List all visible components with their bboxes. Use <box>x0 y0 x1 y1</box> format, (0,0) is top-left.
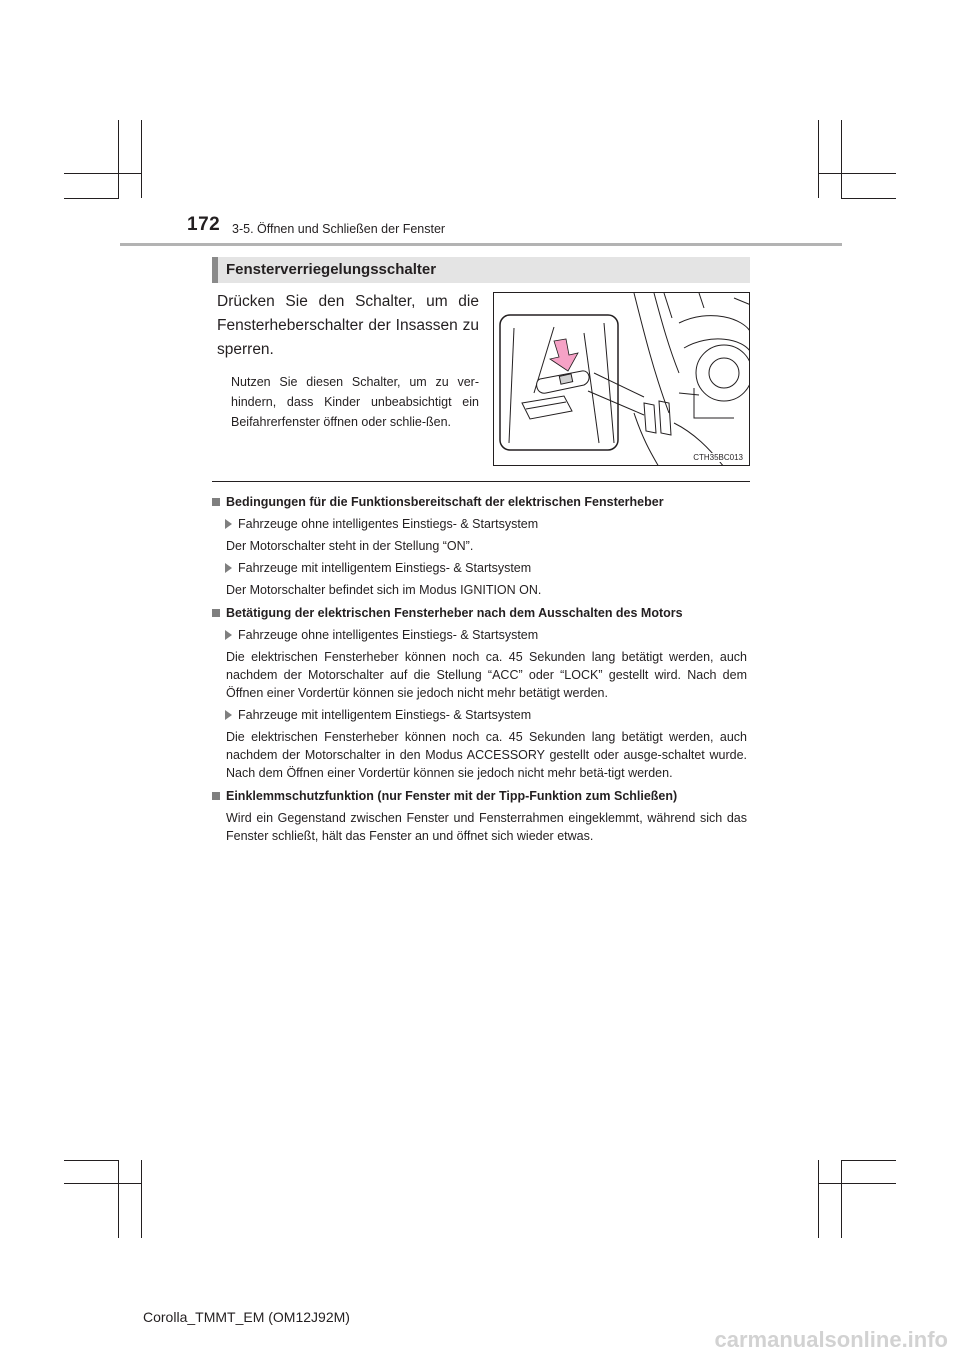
crop-mark <box>118 1160 119 1238</box>
triangle-bullet-icon <box>225 710 232 720</box>
intro-main-text: Drücken Sie den Schalter, um die Fensterheberschalter der Insassen zu sperren. <box>217 293 479 358</box>
crop-mark <box>818 173 896 174</box>
header-rule <box>120 243 842 246</box>
door-panel-drawing <box>494 293 750 466</box>
square-bullet-icon <box>212 498 220 506</box>
paragraph: Wird ein Gegenstand zwischen Fenster und Fensterrahmen eingeklemmt, während sich das Fenster schließt, hält das Fenster an und öffnet sich wieder etwas. <box>226 811 747 843</box>
crop-mark <box>118 120 119 198</box>
crop-mark <box>141 1160 142 1238</box>
paragraph: Die elektrischen Fensterheber können noch ca. 45 Sekunden lang betätigt werden, auch nachdem der Motorschalter in den Modus ACCESSORY gestellt oder ausge-schaltet wurde. Nach dem Öffnen einer Vordertür können sie jedoch nicht mehr betä-tigt werden. <box>226 730 747 780</box>
crop-mark <box>818 1160 819 1238</box>
crop-mark <box>818 120 819 198</box>
box-title: Fensterverriegelungsschalter <box>212 257 750 283</box>
crop-mark <box>64 198 119 199</box>
sub-heading: Fahrzeuge ohne intelligentes Einstiegs- & Startsystem <box>212 626 747 644</box>
separator-line <box>212 481 750 482</box>
section-title: 3-5. Öffnen und Schließen der Fenster <box>232 222 446 236</box>
page-number: 172 <box>187 214 221 235</box>
paragraph: Die elektrischen Fensterheber können noch ca. 45 Sekunden lang betätigt werden, auch nachdem der Motorschalter auf die Stellung “ACC” oder “LOCK” gestellt wird. Nach dem Öffnen einer Vordertür können sie jedoch nicht mehr betätigt werden. <box>226 650 747 700</box>
intro-sub-text: Nutzen Sie diesen Schalter, um zu ver-hindern, dass Kinder unbeabsichtigt ein Beifahrerfenster öffnen oder schlie-ßen. <box>231 375 479 429</box>
pointer-arrow-icon <box>550 339 578 371</box>
section-heading: Betätigung der elektrischen Fensterheber nach dem Ausschalten des Motors <box>212 604 747 622</box>
triangle-bullet-icon <box>225 630 232 640</box>
main-content <box>212 488 747 845</box>
crop-mark <box>64 1160 119 1161</box>
crop-mark <box>141 120 142 198</box>
window-lock-illustration <box>493 292 750 466</box>
crop-mark <box>841 120 842 198</box>
section-heading: Bedingungen für die Funktionsbereitschaft der elektrischen Fensterheber <box>212 493 747 511</box>
paragraph: Der Motorschalter befindet sich im Modus IGNITION ON. <box>226 583 542 597</box>
section-heading: Einklemmschutzfunktion (nur Fenster mit der Tipp-Funktion zum Schließen) <box>212 787 747 805</box>
square-bullet-icon <box>212 609 220 617</box>
document-id: Corolla_TMMT_EM (OM12J92M) <box>143 1309 350 1325</box>
watermark: carmanualsonline.info <box>714 1327 948 1352</box>
square-bullet-icon <box>212 792 220 800</box>
illustration-code: CTH35BC013 <box>693 453 743 462</box>
crop-mark <box>841 1160 842 1238</box>
intro-block <box>217 290 479 432</box>
crop-mark <box>841 1160 896 1161</box>
sub-heading: Fahrzeuge mit intelligentem Einstiegs- & Startsystem <box>212 706 747 724</box>
sub-heading: Fahrzeuge ohne intelligentes Einstiegs- & Startsystem <box>212 515 747 533</box>
crop-mark <box>818 1183 896 1184</box>
crop-mark <box>64 173 142 174</box>
paragraph: Der Motorschalter steht in der Stellung “ON”. <box>226 539 474 553</box>
crop-mark <box>841 198 896 199</box>
sub-heading: Fahrzeuge mit intelligentem Einstiegs- & Startsystem <box>212 559 747 577</box>
triangle-bullet-icon <box>225 519 232 529</box>
crop-mark <box>64 1183 142 1184</box>
triangle-bullet-icon <box>225 563 232 573</box>
